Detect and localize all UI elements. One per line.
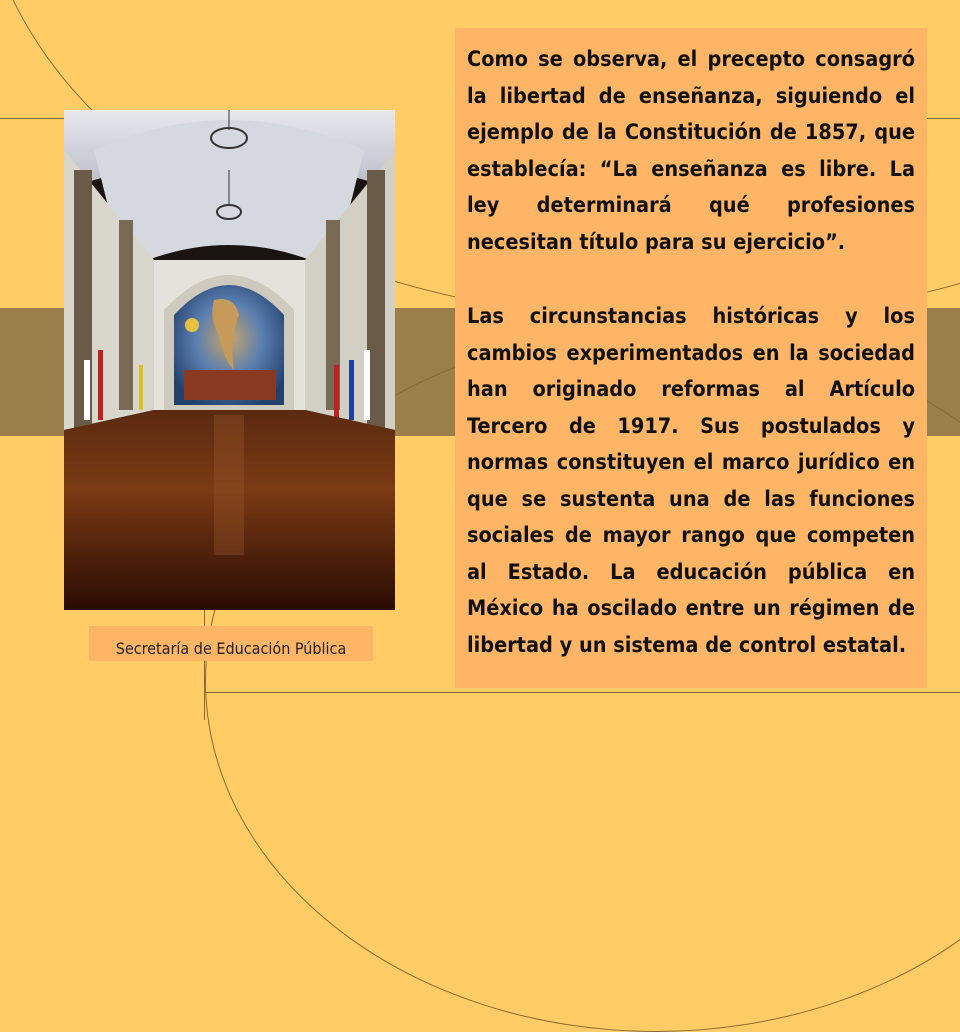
text-panel xyxy=(455,28,927,688)
decorative-hline-bottom xyxy=(204,692,960,693)
photo-caption: Secretaría de Educación Pública xyxy=(89,626,373,661)
hall-illustration xyxy=(64,110,395,610)
decorative-hline-left xyxy=(0,118,64,119)
paragraph-2: Las circunstancias históricas y los cambios experimentados en la sociedad han originado reformas al Artículo Tercero de 1917. Sus postulados y normas constituyen el marco jurídico en que se sustenta una de las funciones sociales de mayor rango que competen al Estado. La educación pública en México ha oscilado entre un régimen de libertad y un sistema de control estatal. xyxy=(467,304,915,658)
paragraph-1: Como se observa, el precepto consagró la libertad de enseñanza, siguiendo el ejemplo de la Constitución de 1857, que establecía: “La enseñanza es libre. La ley determinará qué profesiones necesitan título para su ejercicio”. xyxy=(467,47,915,255)
hall-photo xyxy=(64,110,395,610)
decorative-hline-right xyxy=(927,118,960,119)
